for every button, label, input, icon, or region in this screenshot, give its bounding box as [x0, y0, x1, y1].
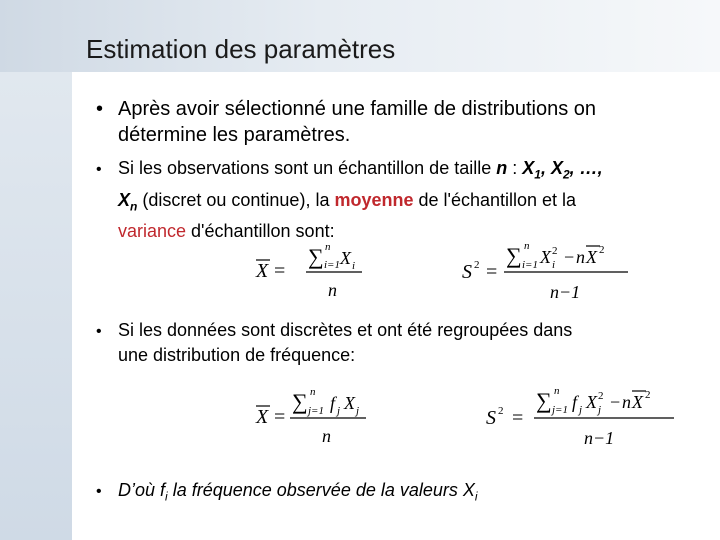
- term-sub: j: [598, 404, 602, 416]
- mean-lhs: X: [256, 260, 269, 282]
- var-xn: $X_n$: [118, 189, 138, 214]
- minus-sign: −: [564, 247, 575, 267]
- sum-symbol: ∑: [292, 389, 308, 414]
- sum-upper: n: [310, 386, 316, 398]
- term-sub: i: [352, 260, 356, 272]
- f-sub: j: [579, 404, 583, 416]
- bullet-3-line-2: une distribution de fréquence:: [118, 345, 356, 365]
- bullet-4-text: [118, 478, 478, 510]
- xbar-sup: 2: [599, 244, 605, 256]
- xbar: X: [632, 392, 643, 412]
- sum-symbol: ∑: [536, 388, 552, 413]
- term-f: f: [572, 392, 578, 412]
- var-x1: $X_1$: [522, 158, 541, 182]
- sum-upper: n: [554, 385, 560, 397]
- text-run: la fréquence observée de la valeurs X: [167, 480, 475, 500]
- term-x: X: [586, 392, 597, 412]
- term-x: X: [540, 247, 551, 267]
- term-x: X: [344, 393, 355, 413]
- bullet-1-line-1: Après avoir sélectionné une famille de distributions on: [118, 98, 597, 120]
- sum-lower: j=1: [552, 404, 568, 416]
- text-run: d'échantillon sont:: [186, 221, 335, 242]
- var-lhs: S: [462, 261, 472, 283]
- term-x: X: [340, 248, 351, 268]
- term-f: f: [330, 393, 336, 413]
- text-run: (discret ou continue), la: [137, 189, 335, 210]
- var-lhs-sup: 2: [498, 405, 504, 417]
- denominator: n: [322, 426, 331, 446]
- bullet-3-line-1: Si les données sont discrètes et ont été regroupées dans: [118, 320, 573, 340]
- text-run: D’où f: [118, 480, 166, 500]
- var-lhs: S: [486, 407, 496, 429]
- coef-n: n: [576, 247, 585, 267]
- mean-lhs: X: [256, 406, 269, 428]
- minus-sign: −: [610, 392, 621, 412]
- bullet-2-text: [118, 156, 603, 244]
- f-sub: j: [337, 405, 341, 417]
- bullet-marker: •: [96, 98, 104, 120]
- text-run: , …,: [569, 158, 603, 178]
- term-sub: i: [552, 259, 556, 271]
- var-n: n: [496, 158, 508, 178]
- term-variance: variance: [118, 221, 187, 242]
- formula-grouped-variance: [484, 380, 684, 457]
- formula-grouped-mean: [250, 382, 400, 455]
- equals-sign: =: [486, 261, 498, 283]
- formula-sample-mean: [250, 238, 370, 311]
- equals-sign: =: [512, 407, 524, 429]
- denominator: n−1: [584, 428, 615, 448]
- bullet-marker: •: [96, 323, 102, 340]
- coef-n: n: [622, 392, 631, 412]
- left-decor-stripe: [0, 72, 72, 540]
- bullet-1-line-2: détermine les paramètres.: [118, 124, 351, 146]
- term-sup: 2: [552, 245, 558, 257]
- sum-upper: n: [325, 241, 331, 253]
- bullet-marker: •: [96, 483, 102, 500]
- bullet-2-line-1: [118, 156, 603, 188]
- denominator: n−1: [550, 282, 581, 302]
- sum-lower: i=1: [324, 259, 340, 271]
- xbar-sup: 2: [645, 389, 651, 401]
- sub-i: i: [474, 489, 478, 504]
- slide-title: Estimation des paramètres: [86, 34, 396, 64]
- sum-lower: i=1: [522, 259, 538, 271]
- formula-sample-variance: [458, 236, 638, 311]
- bullet-marker: •: [96, 161, 102, 178]
- sum-symbol: ∑: [506, 243, 522, 268]
- var-x2: $X_2$: [550, 158, 570, 182]
- text-run: de l'échantillon et la: [413, 189, 577, 210]
- sum-symbol: ∑: [308, 244, 324, 269]
- text-run: Si les observations sont un échantillon de taille: [118, 158, 497, 178]
- text-run: ,: [540, 158, 551, 178]
- term-sub: j: [356, 405, 360, 417]
- xbar: X: [586, 247, 597, 267]
- sum-upper: n: [524, 240, 530, 252]
- equals-sign: =: [274, 260, 286, 282]
- term-sup: 2: [598, 390, 604, 402]
- bullet-1-text: [118, 96, 596, 148]
- bullet-2-line-2: [118, 188, 603, 220]
- term-moyenne: moyenne: [334, 189, 414, 210]
- sum-lower: j=1: [308, 405, 324, 417]
- var-lhs-sup: 2: [474, 259, 480, 271]
- denominator: n: [328, 280, 337, 300]
- sub-i: i: [165, 489, 168, 504]
- bullet-3-text: [118, 318, 572, 368]
- text-run: :: [507, 158, 523, 178]
- equals-sign: =: [274, 406, 286, 428]
